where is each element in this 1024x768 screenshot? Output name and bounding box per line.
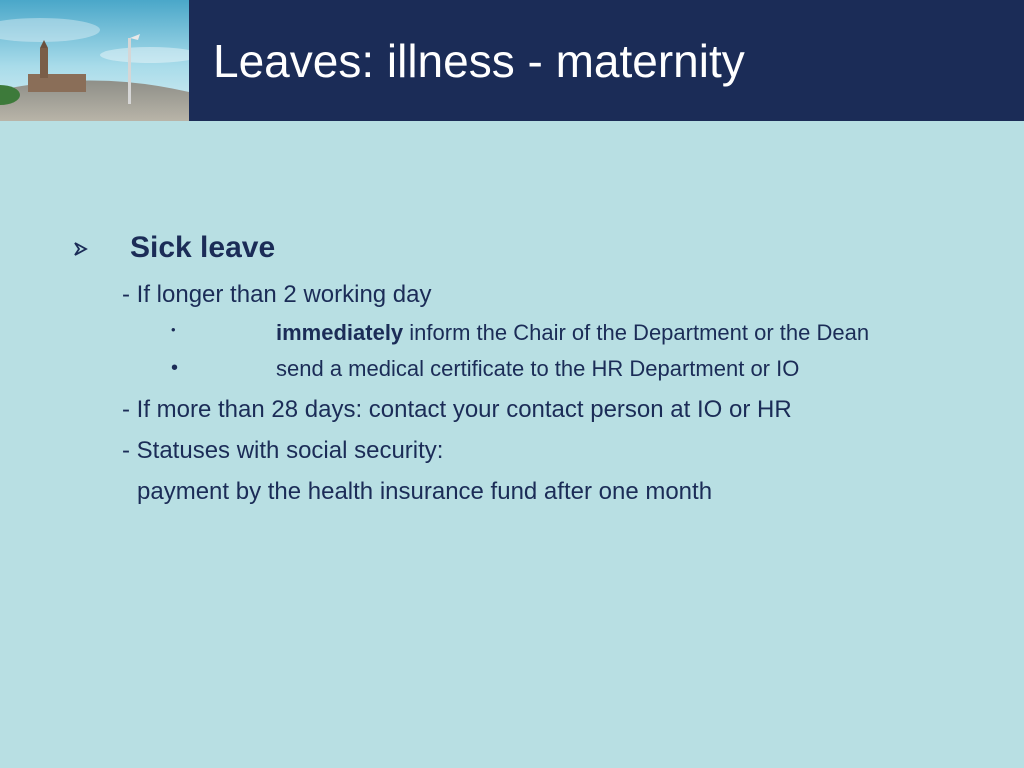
bullet-dot-1: • (171, 322, 176, 337)
text-line-2: - If more than 28 days: contact your contact person at IO or HR (122, 396, 792, 423)
arrow-bullet-icon (72, 239, 92, 259)
sub-bullet-2: send a medical certificate to the HR Department or IO (276, 356, 800, 381)
section-heading: Sick leave (130, 231, 276, 264)
text-line-4: payment by the health insurance fund after one month (137, 478, 713, 505)
sub-bullet-1-text: inform the Chair of the Department or the Dean (403, 320, 870, 345)
sub-bullet-1 (276, 320, 869, 346)
slide-title: Leaves: illness - maternity (213, 35, 745, 87)
bullet-dot-2: • (171, 357, 179, 379)
text-line-3: - Statuses with social security: (122, 437, 444, 464)
text-line-1: - If longer than 2 working day (122, 281, 432, 308)
emphasis-text: immediately (276, 320, 404, 345)
